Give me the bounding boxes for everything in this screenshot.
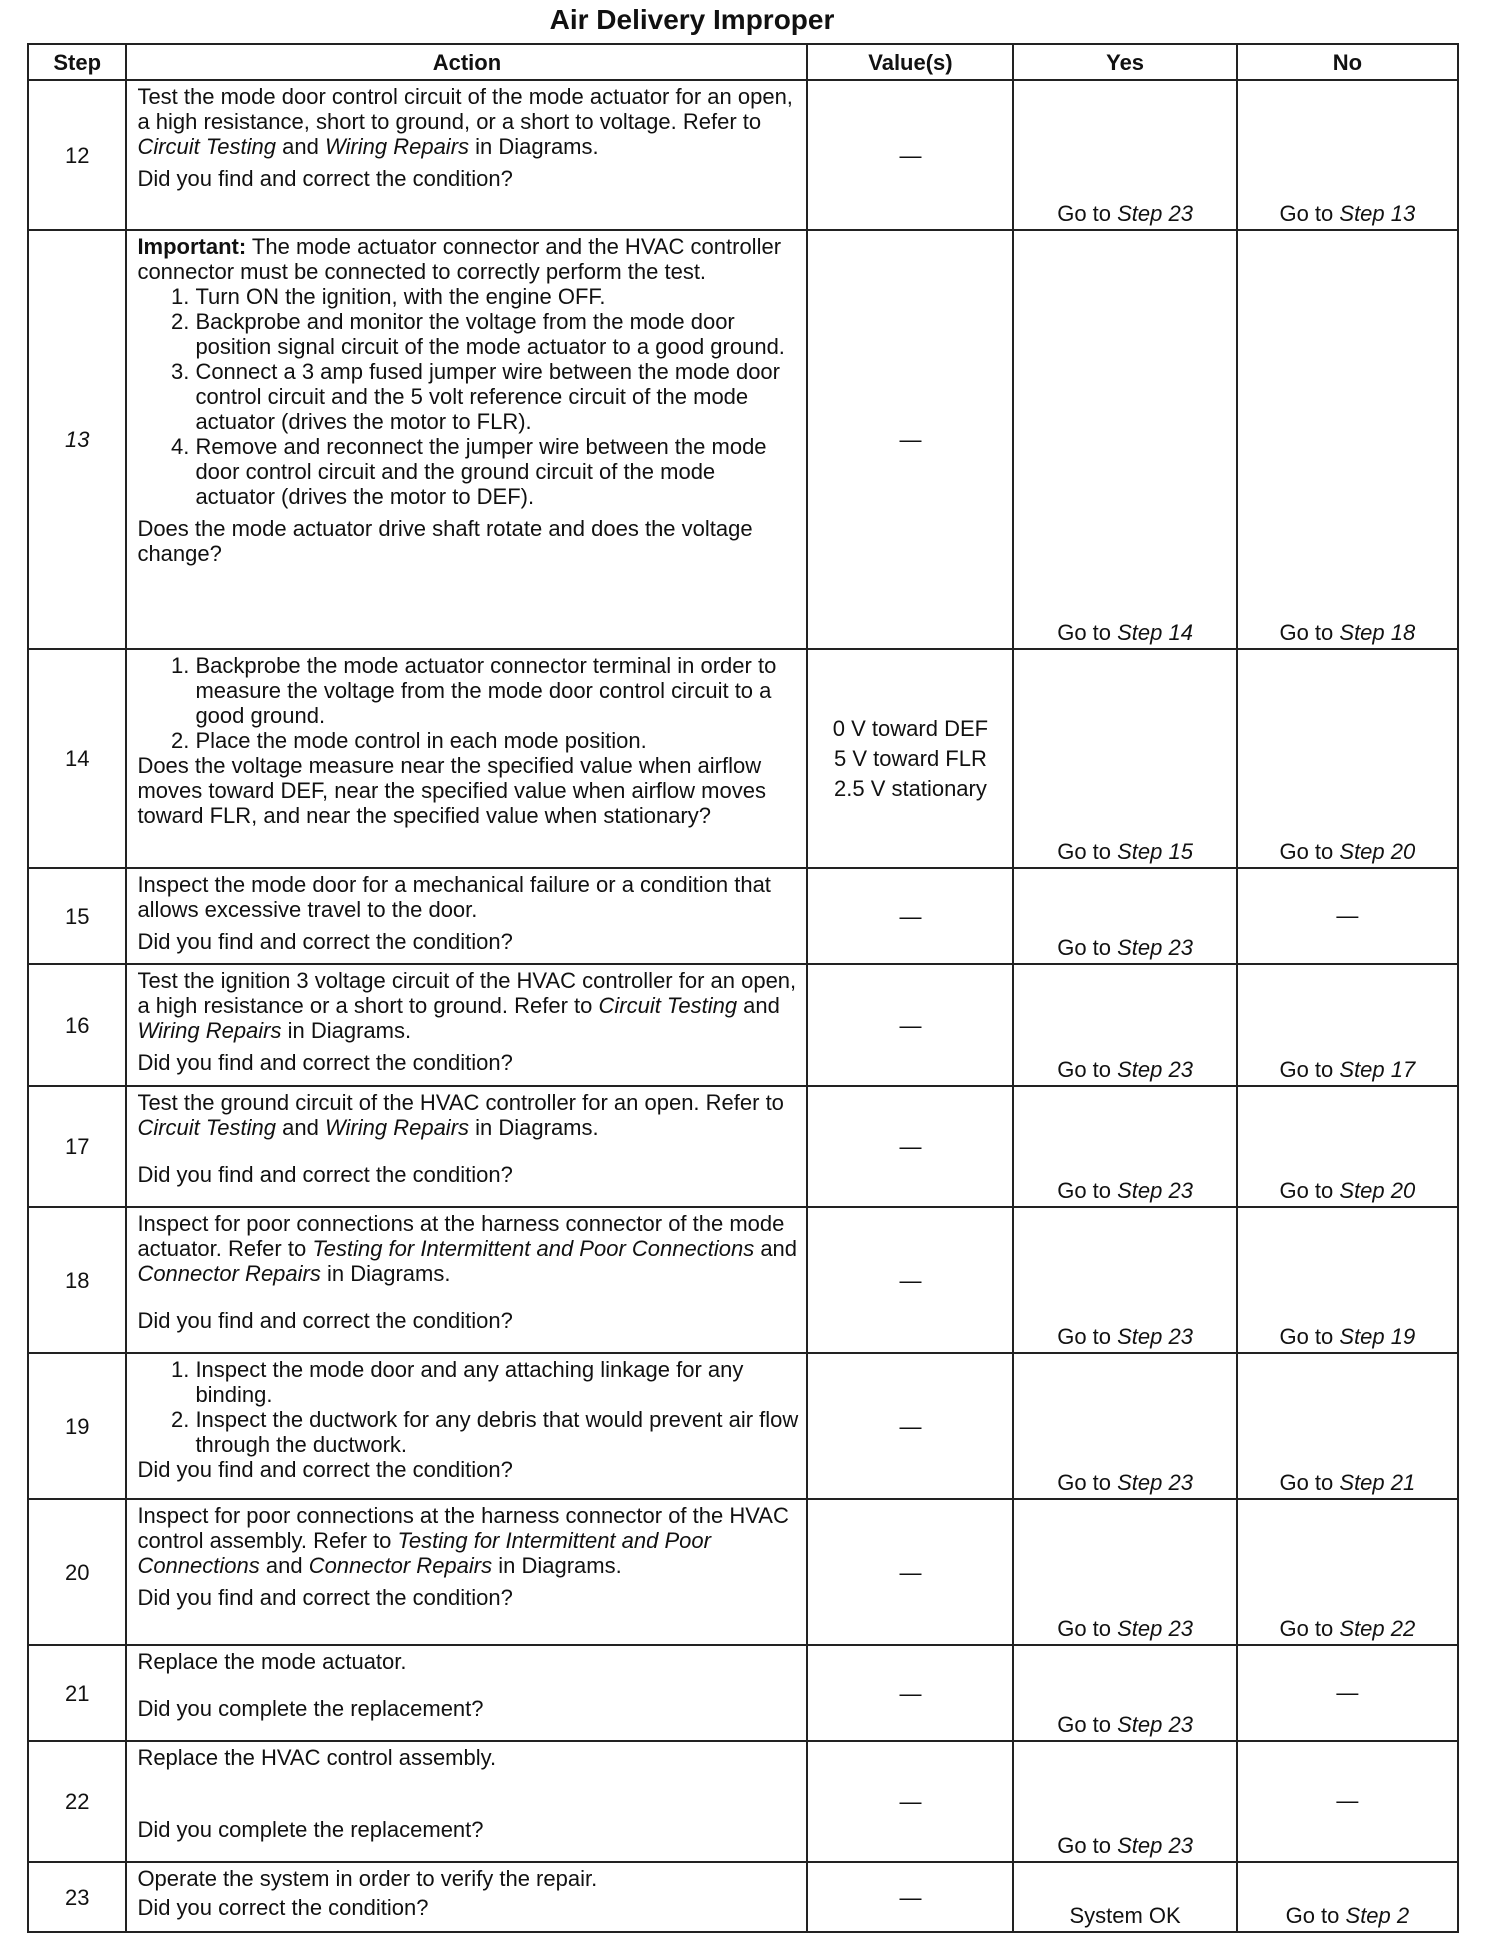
procedure-list [137,653,798,753]
yes-step-ref: Step 23 [1117,1470,1193,1495]
yes-cell [1013,1499,1236,1645]
yes-prefix: Go to [1057,935,1118,960]
no-prefix: Go to [1279,1324,1340,1349]
list-item: 4. Remove and reconnect the jumper wire between the mode door control circuit and the ground circuit of the mode actuator (drives the motor to DEF). [195,434,798,509]
no-prefix: Go to [1279,839,1340,864]
yes-step-ref: Step 23 [1117,1833,1193,1858]
step-number: 15 [28,868,126,964]
yes-prefix: Go to [1057,1712,1118,1737]
no-cell [1237,964,1458,1086]
no-prefix: Go to [1279,201,1340,226]
action-cell [126,1741,807,1862]
action-text: Operate the system in order to verify the repair. [137,1866,598,1891]
yes-prefix: Go to [1057,1324,1118,1349]
procedure-list [137,1357,798,1457]
yes-prefix: Go to [1057,201,1118,226]
yes-prefix: Go to [1057,839,1118,864]
yes-prefix: Go to [1057,1616,1118,1641]
no-cell [1237,80,1458,230]
yes-cell [1013,80,1236,230]
value-cell [807,649,1013,868]
no-prefix: Go to [1285,1903,1346,1928]
step-number: 18 [28,1207,126,1353]
table-row [28,1353,1458,1499]
action-text: and [754,1236,798,1261]
action-cell [126,1086,807,1207]
action-reference: Wiring Repairs [324,134,470,159]
step-number: 23 [28,1862,126,1932]
step-number: 16 [28,964,126,1086]
action-reference: Circuit Testing [598,993,738,1018]
action-cell [126,868,807,964]
yes-cell [1013,1645,1236,1741]
yes-cell [1013,1207,1236,1353]
yes-prefix: Go to [1057,1833,1118,1858]
action-question: Did you find and correct the condition? [137,929,513,954]
diagnostic-table [27,43,1459,1933]
no-prefix: Go to [1279,1178,1340,1203]
step-number: 14 [28,649,126,868]
action-reference: Testing for Intermittent and Poor Connections [312,1236,755,1261]
action-reference: Wiring Repairs [137,1018,282,1043]
action-question: Does the mode actuator drive shaft rotate and does the voltage change? [137,516,753,566]
column-header-yes: Yes [1013,44,1236,80]
yes-step-ref: Step 15 [1117,839,1193,864]
column-header-action: Action [126,44,807,80]
list-item: 1. Inspect the mode door and any attaching linkage for any binding. [195,1357,798,1407]
important-text: The mode actuator connector and the HVAC controller connector must be connected to correctly perform the test. [137,234,782,284]
no-step-ref: Step 17 [1339,1057,1416,1082]
no-cell [1237,230,1458,649]
table-row [28,1741,1458,1862]
action-text: in Diagrams. [469,134,599,159]
yes-cell: System OK [1013,1862,1236,1932]
value-cell: — [807,1086,1013,1207]
action-cell [126,649,807,868]
no-step-ref: Step 21 [1339,1470,1416,1495]
list-item: 2. Place the mode control in each mode position. [195,728,798,753]
no-cell [1237,1862,1458,1932]
yes-step-ref: Step 23 [1117,935,1193,960]
no-prefix: Go to [1279,1616,1340,1641]
important-label: Important: [137,234,247,259]
yes-cell [1013,230,1236,649]
table-row [28,1207,1458,1353]
yes-prefix: Go to [1057,620,1118,645]
action-cell [126,1499,807,1645]
action-question: Did you find and correct the condition? [137,1308,513,1333]
yes-step-ref: Step 23 [1117,1712,1193,1737]
no-step-ref: Step 13 [1339,201,1416,226]
table-row [28,1645,1458,1741]
action-question: Did you find and correct the condition? [137,166,513,191]
list-item: 2. Inspect the ductwork for any debris that would prevent air flow through the ductwork. [195,1407,798,1457]
action-cell [126,1353,807,1499]
table-row [28,230,1458,649]
value-cell: — [807,1207,1013,1353]
action-reference: Wiring Repairs [324,1115,470,1140]
yes-step-ref: Step 23 [1117,1057,1193,1082]
table-row [28,80,1458,230]
action-text: in Diagrams. [469,1115,599,1140]
list-item: 1. Turn ON the ignition, with the engine OFF. [195,284,798,309]
table-row [28,868,1458,964]
step-number: 17 [28,1086,126,1207]
yes-prefix: Go to [1057,1178,1118,1203]
action-cell [126,1862,807,1932]
action-text: Test the ground circuit of the HVAC controller for an open. Refer to [137,1090,784,1115]
table-row [28,964,1458,1086]
step-number: 19 [28,1353,126,1499]
action-question: Did you find and correct the condition? [137,1457,513,1482]
value-cell: — [807,1353,1013,1499]
action-text: Replace the mode actuator. [137,1649,407,1674]
action-question: Did you find and correct the condition? [137,1050,513,1075]
no-cell: — [1237,1741,1458,1862]
action-cell [126,1207,807,1353]
step-number: 21 [28,1645,126,1741]
column-header-step: Step [28,44,126,80]
yes-prefix: Go to [1057,1470,1118,1495]
no-cell [1237,1353,1458,1499]
value-item: 0 V toward DEF [832,716,989,741]
action-question: Did you correct the condition? [137,1895,429,1920]
no-step-ref: Step 2 [1345,1903,1410,1928]
action-reference: Circuit Testing [137,134,277,159]
no-step-ref: Step 19 [1339,1324,1416,1349]
action-question: Did you complete the replacement? [137,1696,484,1721]
action-text: and [259,1553,309,1578]
no-prefix: Go to [1279,1057,1340,1082]
action-text: and [276,134,325,159]
action-text: and [276,1115,325,1140]
action-text: Test the mode door control circuit of the mode actuator for an open, a high resistance, short to ground, or a short to voltage. Refer to [137,84,793,134]
no-cell: — [1237,868,1458,964]
action-text: Inspect the mode door for a mechanical failure or a condition that allows excessive travel to the door. [137,872,771,922]
action-text: Test the ignition 3 voltage circuit of the HVAC controller for an open, a high resistance or a short to ground. Refer to [137,968,797,1018]
value-cell: — [807,230,1013,649]
yes-step-ref: Step 23 [1117,1324,1193,1349]
value-cell: — [807,1645,1013,1741]
step-number: 13 [28,230,126,649]
action-reference: Circuit Testing [137,1115,277,1140]
table-row [28,1499,1458,1645]
no-cell: — [1237,1645,1458,1741]
value-cell: — [807,868,1013,964]
value-cell: — [807,964,1013,1086]
yes-cell [1013,964,1236,1086]
action-reference: Connector Repairs [308,1553,493,1578]
action-cell [126,230,807,649]
step-number: 22 [28,1741,126,1862]
action-reference: Testing for Intermittent and Poor Connections [137,1528,711,1578]
no-step-ref: Step 22 [1339,1616,1416,1641]
action-cell [126,964,807,1086]
action-text: in Diagrams. [281,1018,412,1043]
action-reference: Connector Repairs [137,1261,321,1286]
value-item: 5 V toward FLR [834,746,987,771]
no-cell [1237,1086,1458,1207]
step-number: 12 [28,80,126,230]
yes-prefix: Go to [1057,1057,1118,1082]
step-number: 20 [28,1499,126,1645]
procedure-list [137,284,798,509]
yes-cell [1013,1741,1236,1862]
column-header-values: Value(s) [807,44,1013,80]
action-text: Replace the HVAC control assembly. [137,1745,497,1770]
action-text: in Diagrams. [492,1553,622,1578]
table-row [28,649,1458,868]
action-question: Does the voltage measure near the specified value when airflow moves toward DEF, near the specified value when airflow moves toward FLR, and near the specified value when stationary? [137,753,766,828]
value-cell: — [807,80,1013,230]
yes-step-ref: Step 14 [1117,620,1193,645]
no-cell [1237,649,1458,868]
no-prefix: Go to [1279,620,1340,645]
value-cell: — [807,1499,1013,1645]
value-item: 2.5 V stationary [834,776,987,801]
action-question: Did you find and correct the condition? [137,1585,513,1610]
action-question: Did you complete the replacement? [137,1817,484,1842]
value-cell: — [807,1741,1013,1862]
action-text: Inspect for poor connections at the harness connector of the HVAC control assembly. Refer to [137,1503,789,1553]
list-item: 1. Backprobe the mode actuator connector terminal in order to measure the voltage from the mode door control circuit to a good ground. [195,653,798,728]
list-item: 2. Backprobe and monitor the voltage from the mode door position signal circuit of the mode actuator to a good ground. [195,309,798,359]
no-step-ref: Step 20 [1339,839,1416,864]
no-cell [1237,1499,1458,1645]
yes-step-ref: Step 23 [1117,201,1193,226]
no-step-ref: Step 18 [1339,620,1416,645]
no-cell [1237,1207,1458,1353]
action-text: in Diagrams. [320,1261,451,1286]
column-header-no: No [1237,44,1458,80]
list-item: 3. Connect a 3 amp fused jumper wire between the mode door control circuit and the 5 volt reference circuit of the mode actuator (drives the motor to FLR). [195,359,798,434]
yes-cell [1013,649,1236,868]
action-question: Did you find and correct the condition? [137,1162,513,1187]
action-text: Inspect for poor connections at the harness connector of the mode actuator. Refer to [137,1211,785,1261]
action-cell [126,80,807,230]
value-cell: — [807,1862,1013,1932]
table-row [28,1862,1458,1932]
action-text: and [737,993,780,1018]
table-row [28,1086,1458,1207]
action-cell [126,1645,807,1741]
yes-step-ref: Step 23 [1117,1616,1193,1641]
yes-cell [1013,1086,1236,1207]
no-prefix: Go to [1279,1470,1340,1495]
no-step-ref: Step 20 [1339,1178,1416,1203]
yes-cell [1013,1353,1236,1499]
yes-step-ref: Step 23 [1117,1178,1193,1203]
table-header-row [28,44,1458,80]
yes-cell [1013,868,1236,964]
page-title: Air Delivery Improper [549,4,835,35]
